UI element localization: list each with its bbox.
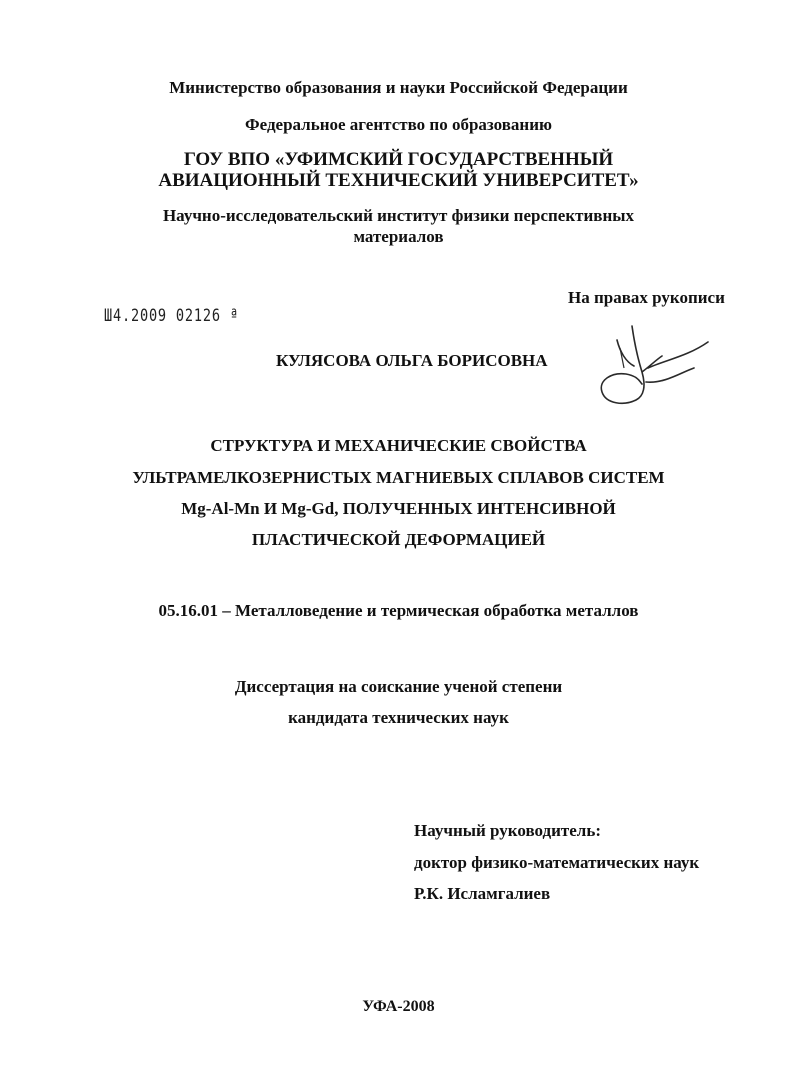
specialty-line: 05.16.01 – Металловедение и термическая обработка металлов: [158, 601, 639, 620]
footer-city-year: УФА-2008: [362, 998, 435, 1015]
institute-line-1: Научно-исследовательский институт физики перспективных: [162, 206, 635, 225]
title-line-1: СТРУКТУРА И МЕХАНИЧЕСКИЕ СВОЙСТВА: [210, 436, 587, 455]
supervisor-name: Р.К. Исламгалиев: [414, 884, 551, 903]
university-line-2: АВИАЦИОННЫЙ ТЕХНИЧЕСКИЙ УНИВЕРСИТЕТ»: [158, 170, 639, 191]
degree-line-1: Диссертация на соискание ученой степени: [234, 677, 563, 696]
degree-line-2: кандидата технических наук: [288, 708, 509, 727]
institute-line-2: материалов: [353, 227, 444, 246]
title-line-4: ПЛАСТИЧЕСКОЙ ДЕФОРМАЦИЕЙ: [251, 530, 546, 549]
supervisor-label: Научный руководитель:: [414, 821, 601, 840]
university-line-1: ГОУ ВПО «УФИМСКИЙ ГОСУДАРСТВЕННЫЙ: [183, 149, 614, 170]
agency-line: Федеральное агентство по образованию: [245, 115, 552, 134]
title-line-3: Mg-Al-Mn И Mg-Gd, ПОЛУЧЕННЫХ ИНТЕНСИВНОЙ: [181, 499, 616, 518]
manuscript-note: На правах рукописи: [568, 288, 725, 307]
supervisor-degree: доктор физико-математических наук: [414, 853, 700, 872]
library-stamp-number: Ш4.2009 02126 ª: [104, 306, 239, 326]
author-name: КУЛЯСОВА ОЛЬГА БОРИСОВНА: [276, 351, 548, 370]
title-line-2: УЛЬТРАМЕЛКОЗЕРНИСТЫХ МАГНИЕВЫХ СПЛАВОВ СИСТЕМ: [132, 468, 665, 487]
signature-image: [590, 322, 730, 414]
ministry-line: Министерство образования и науки Российской Федерации: [169, 78, 628, 97]
